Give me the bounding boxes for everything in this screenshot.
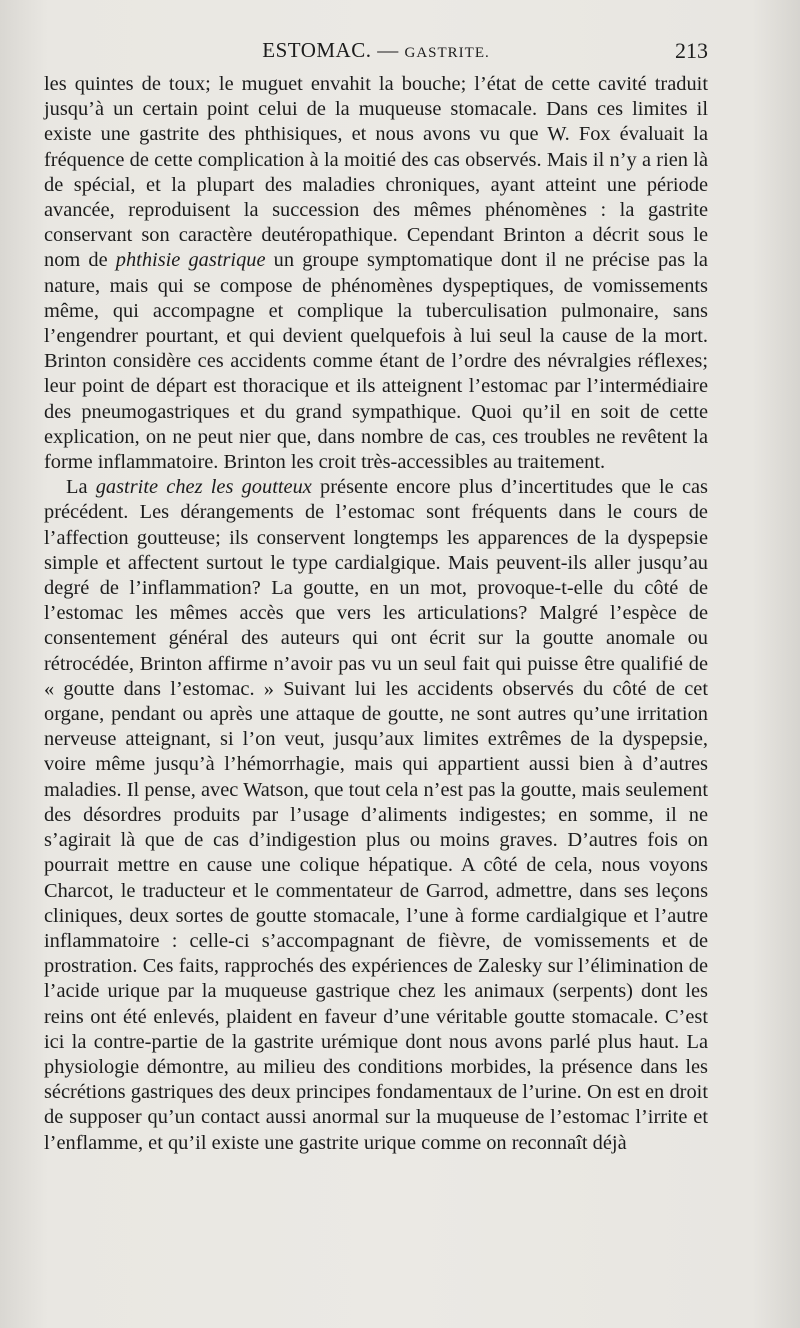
running-title-sub: GASTRITE. bbox=[404, 45, 490, 61]
paragraph-1 bbox=[44, 72, 708, 475]
italic-term: phthisie gastrique bbox=[115, 249, 266, 272]
body-text bbox=[44, 72, 708, 1156]
running-title bbox=[44, 38, 708, 63]
page-number: 213 bbox=[675, 38, 708, 63]
text-segment: les quintes de toux; le muguet envahit la bouche; l’état de cette cavité traduit jusqu’à un certain point celui de la muqueuse stomacale. Dans ces limites il existe une gastrite des phthisiques, et nous avons vu que W. Fox évaluait la fréquence de cette complication à la moitié des cas observés. Mais il n’y a rien là de spécial, et la plupart des maladies chroniques, ayant atteint une période avancée, reproduisent la succession des mêmes phénomènes : la gastrite conservant son caractère deutéropathique. Cependant Brinton a décrit sous le nom de bbox=[44, 73, 708, 272]
running-header bbox=[44, 34, 708, 68]
italic-term: gastrite chez les goutteux bbox=[95, 476, 312, 499]
text-segment: La bbox=[66, 476, 96, 499]
text-segment: un groupe symptomatique dont il ne précise pas la nature, mais qui se compose de phénomènes dyspeptiques, de vomissements même, qui accompagne et complique la tuberculisation pulmonaire, sans l’engendrer pourtant, et qui devient quelquefois à lui seul la cause de la mort. Brinton considère ces accidents comme étant de l’ordre des névralgies réflexes; leur point de départ est thoracique et ils atteignent l’estomac par l’intermédiaire des pneumogastriques et du grand sympathique. Quoi qu’il en soit de cette explication, on ne peut nier que, dans nombre de cas, ces troubles ne revêtent la forme inflammatoire. Brinton les croit très-accessibles au traitement. bbox=[44, 249, 708, 474]
running-title-main: ESTOMAC. — bbox=[262, 38, 405, 62]
text-segment: présente encore plus d’incertitudes que le cas précédent. Les dérangements de l’estomac sont fréquents dans le cours de l’affection goutteuse; ils conservent longtemps les apparences de la dyspepsie simple et affectent surtout le type cardialgique. Mais peuvent-ils aller jusqu’au degré de l’inflammation? La goutte, en un mot, provoque-t-elle du côté de l’estomac les mêmes accès que vers les articulations? Malgré l’espèce de consentement général des auteurs qui ont écrit sur la goutte anomale ou rétrocédée, Brinton affirme n’avoir pas vu un seul fait qui puisse être qualifié de « goutte dans l’estomac. » Suivant lui les accidents observés du côté de cet organe, pendant ou après une attaque de goutte, ne sont autres qu’une irritation nerveuse atteignant, si l’on veut, jusqu’aux limites extrêmes de la dyspepsie, voire même jusqu’à l’hémorrhagie, mais qui appartient aussi bien à d’autres maladies. Il pense, avec Watson, que tout cela n’est pas la goutte, mais seulement des désordres produits par l’usage d’aliments indigestes; en somme, il ne s’agirait là que de cas d’indigestion plus ou moins graves. D’autres fois on pourrait mettre en cause une colique hépatique. A côté de cela, nous voyons Charcot, le traducteur et le commentateur de Garrod, admettre, dans ses leçons cliniques, deux sortes de goutte stomacale, l’une à forme cardialgique et l’autre inflammatoire : celle-ci s’accompagnant de fièvre, de vomissements et de prostration. Ces faits, rapprochés des expériences de Zalesky sur l’élimination de l’acide urique par la muqueuse gastrique chez les animaux (serpents) dont les reins ont été enlevés, plaident en faveur d’une véritable goutte stomacale. C’est ici la contre-partie de la gastrite urémique dont nous avons parlé plus haut. La physiologie démontre, au milieu des conditions morbides, la présence dans les sécrétions gastriques des deux principes fondamentaux de l’urine. On est en droit de supposer qu’un contact aussi anormal sur la muqueuse de l’estomac l’irrite et l’enflamme, et qu’il existe une gastrite urique comme on reconnaît déjà bbox=[44, 476, 708, 1154]
paragraph-2 bbox=[44, 475, 708, 1155]
